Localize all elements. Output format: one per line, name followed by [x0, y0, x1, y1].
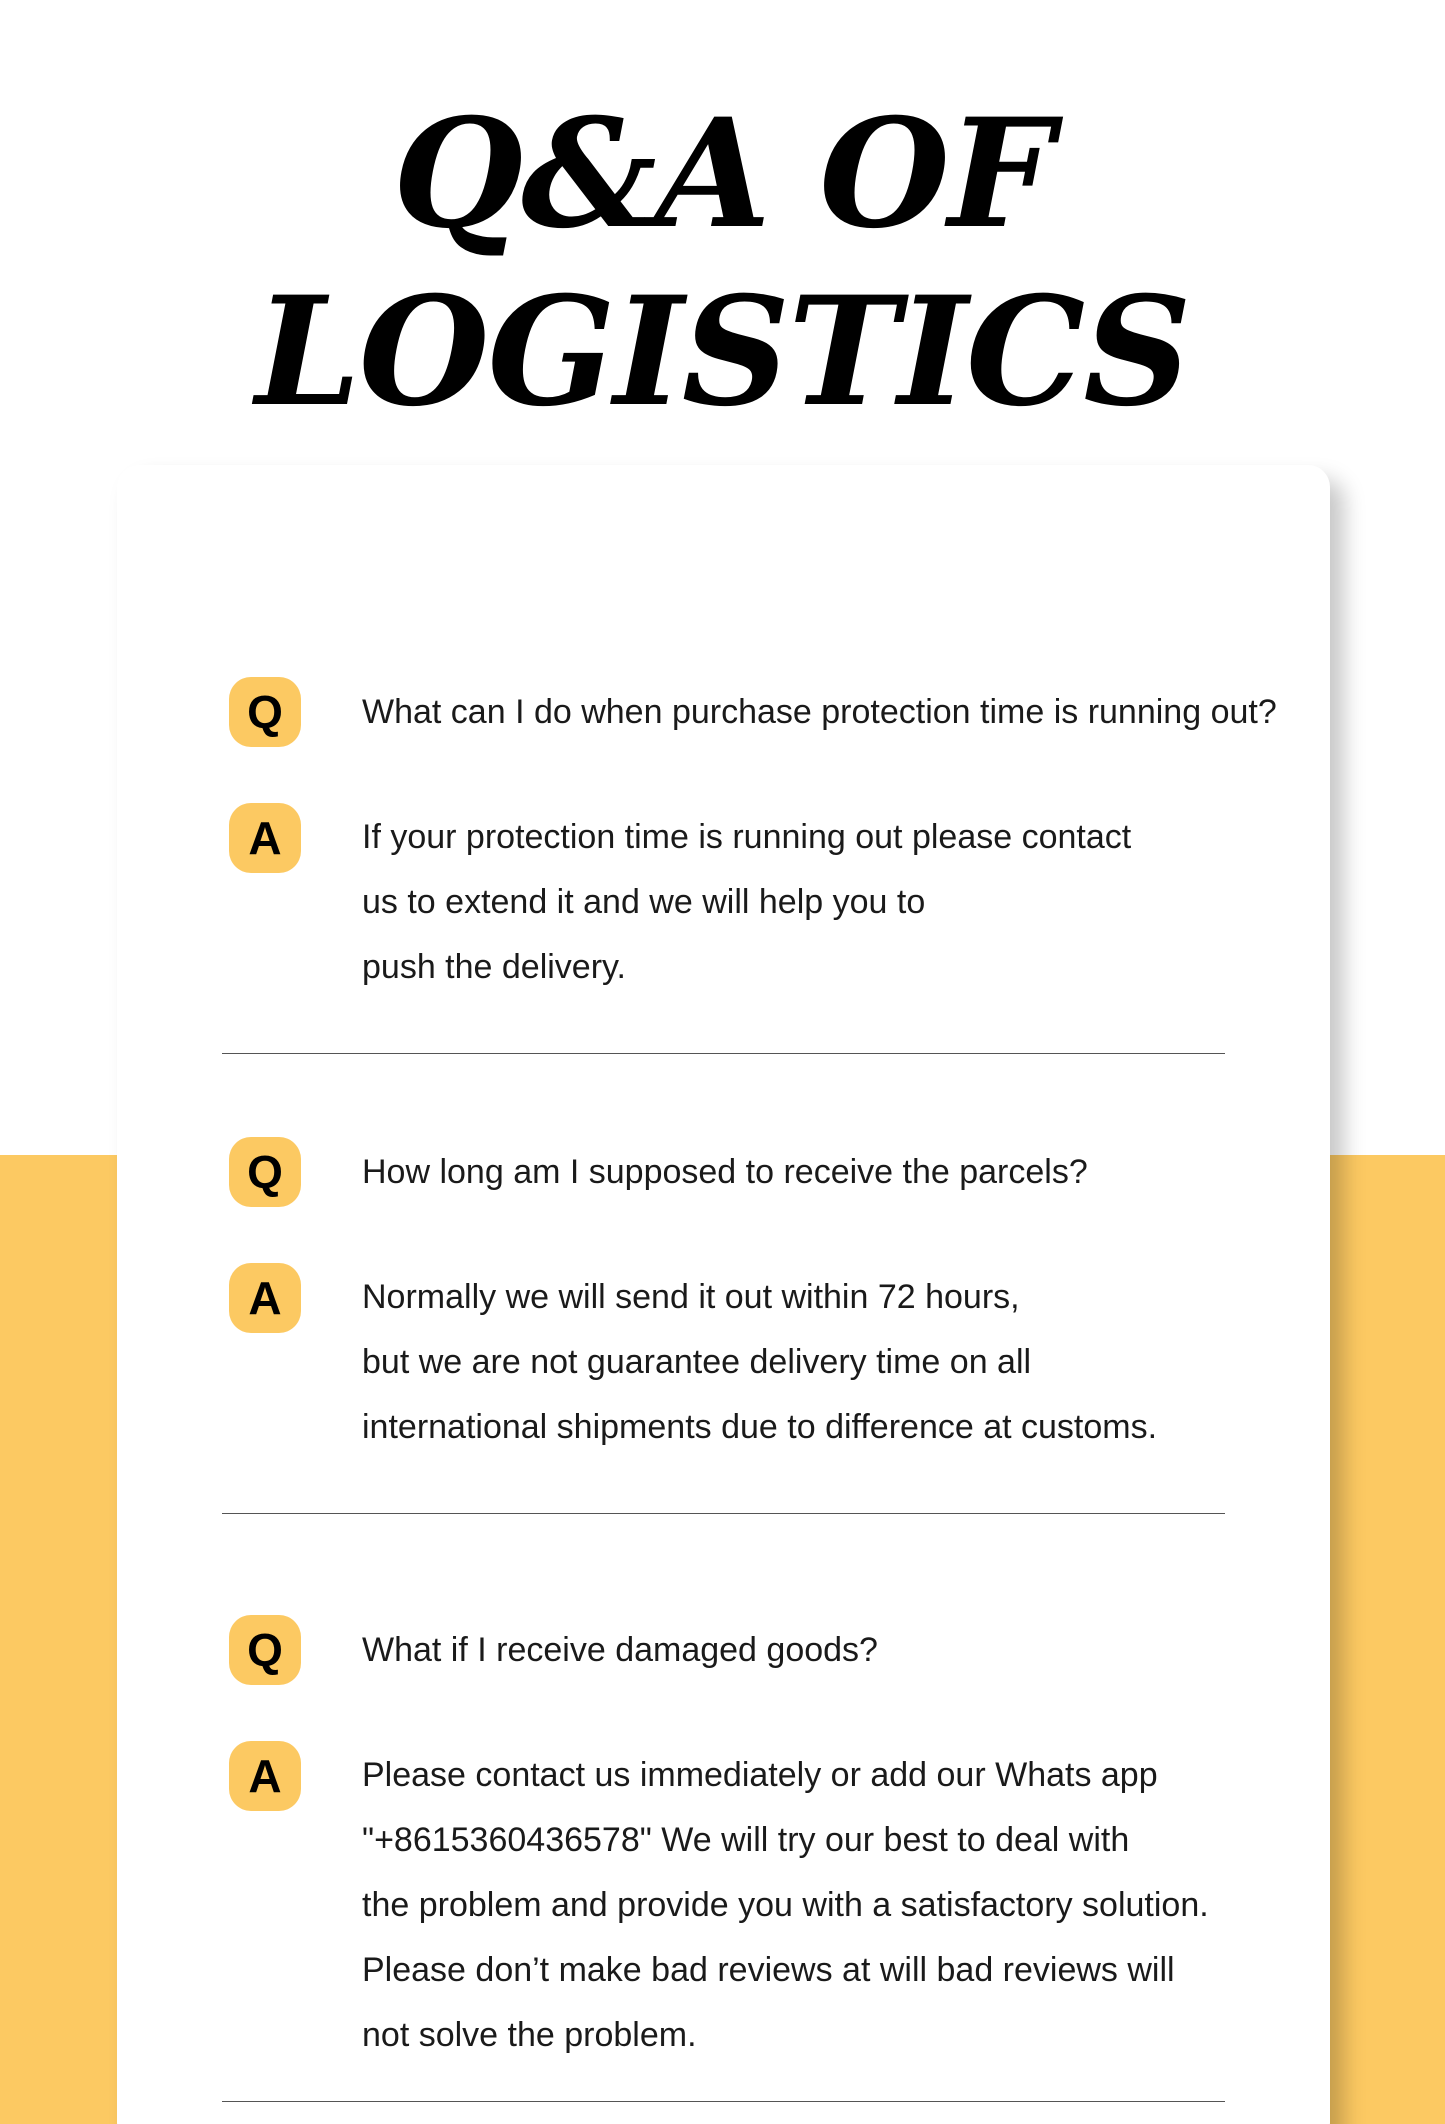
- answer-line: but we are not guarantee delivery time on all: [362, 1343, 1032, 1381]
- answer-line: us to extend it and we will help you to: [362, 883, 926, 921]
- page-title: [0, 85, 1445, 441]
- answer-line: the problem and provide you with a satisfactory solution.: [362, 1886, 1209, 1924]
- question-text: What if I receive damaged goods?: [362, 1631, 878, 1669]
- section-divider: [222, 1513, 1225, 1514]
- question-text: What can I do when purchase protection time is running out?: [362, 693, 1277, 731]
- answer-line: Please contact us immediately or add our Whats app: [362, 1756, 1158, 1794]
- answer-line: not solve the problem.: [362, 2016, 697, 2054]
- answer-line: If your protection time is running out please contact: [362, 818, 1132, 856]
- answer-line: Normally we will send it out within 72 hours,: [362, 1278, 1020, 1316]
- answer-text: [362, 1755, 1302, 2080]
- answer-line: international shipments due to difference at customs.: [362, 1408, 1158, 1446]
- question-text: How long am I supposed to receive the parcels?: [362, 1153, 1088, 1191]
- answer-text: [362, 817, 1302, 1012]
- answer-line: push the delivery.: [362, 948, 626, 986]
- page-title-line-2: LOGISTICS: [255, 264, 1190, 440]
- answer-line: Please don’t make bad reviews at will bad reviews will: [362, 1951, 1175, 1989]
- answer-text: [362, 1277, 1302, 1472]
- answer-badge: A: [229, 1263, 301, 1333]
- question-badge: Q: [229, 1615, 301, 1685]
- question-badge: Q: [229, 1137, 301, 1207]
- page-title-line-1: Q&A OF: [392, 86, 1053, 262]
- section-divider: [222, 2101, 1225, 2102]
- answer-badge: A: [229, 1741, 301, 1811]
- answer-line: "+8615360436578" We will try our best to deal with: [362, 1821, 1130, 1859]
- section-divider: [222, 1053, 1225, 1054]
- answer-badge: A: [229, 803, 301, 873]
- faq-card: [117, 465, 1330, 2124]
- question-badge: Q: [229, 677, 301, 747]
